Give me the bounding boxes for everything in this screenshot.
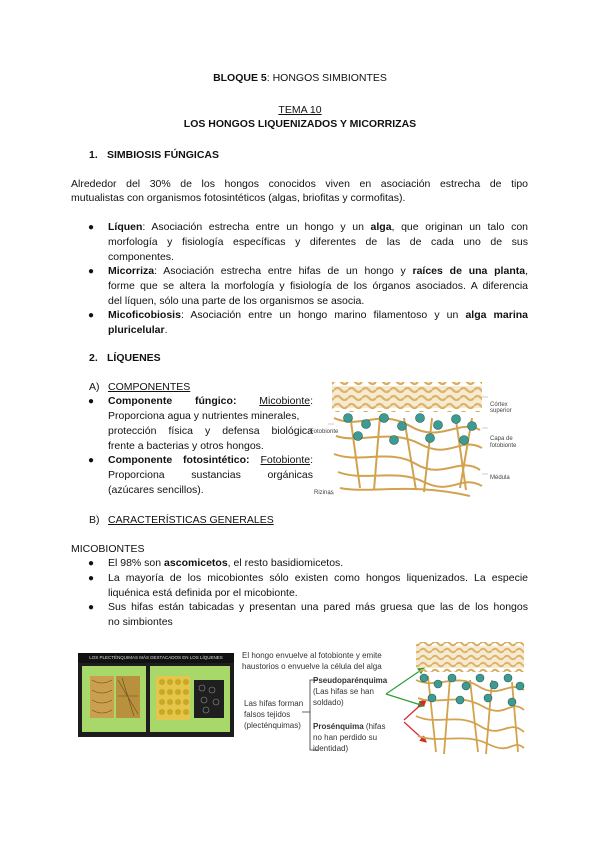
bullet-dot: ●: [88, 455, 95, 466]
plectenquima-panel-title: LOS PLECTÉNQUIMAS MÁS DESTACADOS EN LOS LÍQUENES: [78, 653, 234, 663]
liquen-text1: : Asociación estrecha entre un hongo y un: [142, 221, 371, 233]
foto-fotobionte: Fotobionte: [260, 454, 311, 466]
label-medula: Médula: [490, 475, 510, 481]
lichen-cross-section-figure: [310, 378, 530, 510]
label-rizinas: Rizinas: [314, 490, 334, 496]
bullet-micorriza: [88, 264, 528, 309]
section2-heading: LÍQUENES: [107, 352, 161, 364]
section2-number: 2.: [89, 352, 98, 364]
label-cortex: Córtex superior: [490, 402, 512, 414]
micorriza-line2: forme que se altera la morfología y fisiología de los órganos asociados. A diferencia: [108, 280, 528, 292]
bloque-name: : HONGOS SIMBIONTES: [266, 72, 387, 84]
bullet-dot: ●: [88, 396, 95, 407]
micoficobiosis-line2: [108, 323, 528, 338]
mico-b2-line1: La mayoría de los micobiontes sólo existen como hongos liquenizados. La especie: [108, 572, 528, 584]
note-envuelve-line1: El hongo envuelve al fotobionte y emite: [242, 651, 382, 660]
section1-heading: SIMBIOSIS FÚNGICAS: [107, 149, 220, 161]
prose-line2: identidad): [313, 744, 349, 753]
lichen-section-figure-2: [408, 640, 528, 762]
medulla-hyphae: [334, 414, 482, 496]
fungico-line3: protección física y defensa biológica: [108, 425, 313, 437]
liquen-line1: [108, 220, 528, 235]
fungico-micobionte: Micobionte: [259, 395, 311, 407]
plectenquima-panel: [78, 653, 234, 737]
label-capa-fotobionte: Capa de fotobionte: [490, 436, 517, 449]
tema-label: [0, 103, 600, 118]
micoficobiosis-pluricelular: pluricelular: [108, 324, 165, 336]
foto-line2: Proporciona sustancias orgánicas: [108, 469, 313, 481]
micorriza-text1: : Asociación estrecha entre hifas de un hongo y: [154, 265, 413, 277]
tema-number: TEMA 10: [278, 104, 322, 116]
micorriza-term: Micorriza: [108, 265, 155, 277]
bullet-componente-fotosintetico: [88, 453, 314, 498]
mico-b2-line2: liquénica está definida por el micobionte.: [108, 587, 298, 599]
bloque-number: BLOQUE 5: [213, 72, 267, 84]
section1-intro-line2: mutualistas con organismos fotosintéticos (algas, briofitas y cormofitas).: [71, 192, 406, 204]
liquen-text2: , que originan un talo con: [391, 221, 528, 233]
fungico-line2: Proporciona agua y nutrientes minerales,: [108, 410, 300, 422]
prosenquima-panel: [150, 666, 230, 732]
bullet-micoficobiosis: [88, 308, 528, 338]
note-falsos-line3: (plecténquimas): [244, 721, 301, 730]
liquen-term: Líquen: [108, 221, 143, 233]
note-falsos-line2: falsos tejidos: [244, 710, 291, 719]
micorriza-line3: del líquen, sólo una parte de los organismos se asocia.: [108, 295, 365, 307]
mico-bullet-1: [88, 556, 528, 571]
micoficobiosis-text1: : Asociación entre un hongo marino filamentoso y un: [180, 309, 466, 321]
pseudoparenquima-svg: [82, 666, 146, 732]
note-envuelve-line2: haustorios o envuelve la célula del alga: [242, 662, 382, 671]
fungico-term: Componente fúngico: [108, 395, 233, 407]
mico-b1-post: , el resto basidiomicetos.: [227, 557, 344, 569]
section1-number: 1.: [89, 149, 98, 161]
micoficobiosis-period: .: [164, 324, 168, 336]
liquen-line2: morfología y fisiología específicas y diferentes de las de cada uno de sus: [108, 236, 528, 248]
prose-line1: no han perdido su: [313, 733, 378, 742]
subsection-b-letter: B): [89, 514, 100, 526]
mico-b3-line2: no simbiontes: [108, 616, 173, 628]
note-falsos-line1: Las hifas forman: [244, 699, 304, 708]
subsection-a-letter: A): [89, 381, 100, 393]
page-title: LOS HONGOS LIQUENIZADOS Y MICORRIZAS: [183, 118, 417, 130]
fungico-line4: frente a bacterias y otros hongos.: [108, 440, 264, 452]
mico-bullet-3: [88, 600, 528, 630]
prose-title: Prosénquima: [313, 722, 364, 731]
subsection-b-title: CARACTERÍSTICAS GENERALES: [108, 514, 274, 526]
micorriza-raices: raíces de una planta: [412, 265, 526, 277]
micorriza-line1: [108, 264, 528, 279]
mico-b1-ascomicetos: ascomicetos: [164, 557, 228, 569]
micobiontes-heading: MICOBIONTES: [71, 543, 145, 555]
bullet-dot: ●: [88, 310, 95, 321]
pseudoparenquima-panel: [82, 666, 146, 732]
pseudo-line2: soldado): [313, 698, 344, 707]
micoficobiosis-term: Micoficobiosis: [108, 309, 181, 321]
foto-line1: Componente fotosintético: Fotobionte:: [108, 454, 314, 466]
liquen-alga: alga: [370, 221, 392, 233]
mico-b1-pre: El 98% son: [108, 557, 165, 569]
bullet-dot: ●: [88, 573, 95, 584]
bullet-componente-fungico: [88, 394, 313, 454]
mico-b3-line1: Sus hifas están tabicadas y presentan una pared más gruesa que las de los hongos: [108, 601, 528, 613]
bloque-title: [0, 71, 600, 86]
liquen-line3: componentes.: [108, 251, 174, 263]
section1-intro-line1: Alrededor del 30% de los hongos conocidos viven en asociación estrecha de tipo: [71, 178, 528, 190]
prose-rest: (hifas: [363, 722, 386, 731]
pseudo-line1: (Las hifas se han: [313, 687, 374, 696]
foto-term: Componente fotosintético:: [108, 454, 250, 466]
bullet-liquen: [88, 220, 528, 265]
subsection-a-title: COMPONENTES: [108, 381, 191, 393]
micoficobiosis-line1: [108, 308, 528, 323]
prosenquima-svg: [150, 666, 230, 732]
mico-bullet-2: [88, 571, 528, 601]
note-falsos-tejidos: [244, 698, 303, 731]
bullet-dot: ●: [88, 266, 95, 277]
pseudo-title: Pseudoparénquima: [313, 676, 388, 685]
bullet-dot: ●: [88, 222, 95, 233]
foto-line3: (azúcares sencillos).: [108, 484, 204, 496]
bullet-dot: ●: [88, 558, 95, 569]
lichen-section-2-svg: [408, 640, 528, 762]
fungico-colon: :: [232, 395, 237, 407]
bullet-dot: ●: [88, 602, 95, 613]
micorriza-text2: ,: [525, 265, 528, 277]
upper-cortex-shade: [332, 386, 482, 408]
fungico-line1: Componente fúngico: Micobionte:: [108, 395, 313, 407]
label-fotobionte: Fotobionte: [310, 429, 339, 435]
micoficobiosis-alga: alga marina: [465, 309, 528, 321]
